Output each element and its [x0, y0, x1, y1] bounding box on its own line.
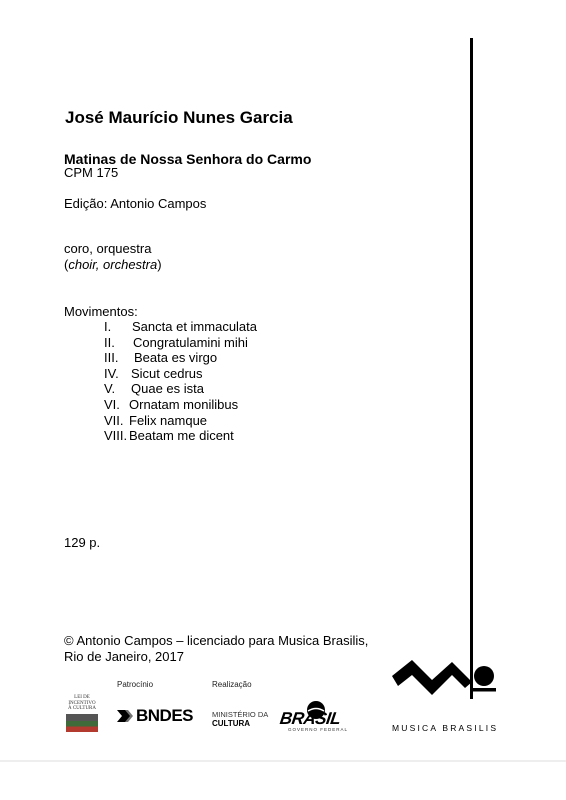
lei-logo-mark [66, 714, 98, 732]
scoring-portuguese: coro, orquestra [64, 241, 152, 256]
page-edge [0, 760, 566, 762]
movement-title: Ornatam monilibus [129, 396, 239, 412]
movement-item [104, 397, 257, 413]
movement-title: Beatam me dicent [129, 428, 234, 444]
vertical-rule [470, 38, 473, 699]
movement-item [104, 366, 257, 382]
page-count: 129 p. [64, 535, 101, 550]
movement-title: Quae es ista [131, 381, 204, 397]
movement-item [104, 381, 257, 397]
copyright-line: © Antonio Campos – licenciado para Musica Brasilis, [64, 633, 369, 648]
movement-title: Sancta et immaculata [132, 319, 258, 334]
cultura-text: CULTURA [212, 719, 251, 728]
edition-credit: Edição: Antonio Campos [64, 196, 207, 211]
lei-logo-text: LEI DE [74, 695, 90, 700]
movement-title: Sicut cedrus [131, 365, 203, 381]
movement-number: III. [104, 350, 119, 366]
movement-item [104, 350, 257, 366]
movements-heading: Movimentos: [64, 304, 138, 319]
movement-number: I. [104, 319, 112, 334]
scoring-english: (choir, orchestra) [64, 257, 162, 272]
composer-name: José Maurício Nunes Garcia [65, 108, 293, 127]
movement-number: IV. [104, 365, 119, 381]
lei-logo-text: INCENTIVO [68, 700, 96, 706]
copyright-notice [64, 633, 368, 664]
catalog-number: CPM 175 [64, 165, 119, 180]
movement-item [104, 319, 257, 335]
movement-title: Felix namque [129, 412, 208, 428]
movement-item [104, 413, 257, 429]
lei-logo-text: À CULTURA [67, 706, 96, 711]
musica-brasilis-logo-icon [392, 660, 502, 704]
movement-item [104, 335, 257, 351]
ministerio-cultura-logo [212, 710, 272, 728]
governo-federal-logo [278, 700, 358, 734]
bndes-wordmark: BNDES [136, 706, 194, 725]
copyright-line: Rio de Janeiro, 2017 [64, 648, 184, 664]
brasil-wordmark: BRASIL [278, 709, 342, 728]
lei-incentivo-logo [64, 695, 100, 735]
movement-number: VII. [104, 412, 124, 428]
work-title: Matinas de Nossa Senhora do Carmo [64, 151, 312, 167]
bndes-logo [116, 706, 200, 726]
movement-number: VI. [104, 396, 120, 412]
governo-federal-text: GOVERNO FEDERAL [288, 727, 349, 732]
movement-title: Congratulamini mihi [133, 334, 248, 350]
movement-item [104, 428, 257, 444]
movement-number: V. [104, 381, 116, 397]
musica-brasilis-wordmark: MUSICA BRASILIS [392, 723, 499, 733]
movement-number: II. [104, 334, 115, 350]
movements-list [104, 319, 257, 444]
movement-title: Beata es virgo [134, 350, 218, 366]
realizacao-label: Realização [212, 680, 252, 689]
patrocinio-label: Patrocínio [117, 680, 154, 689]
movement-number: VIII. [104, 428, 128, 444]
ministerio-text: MINISTÉRIO DA [212, 710, 269, 719]
